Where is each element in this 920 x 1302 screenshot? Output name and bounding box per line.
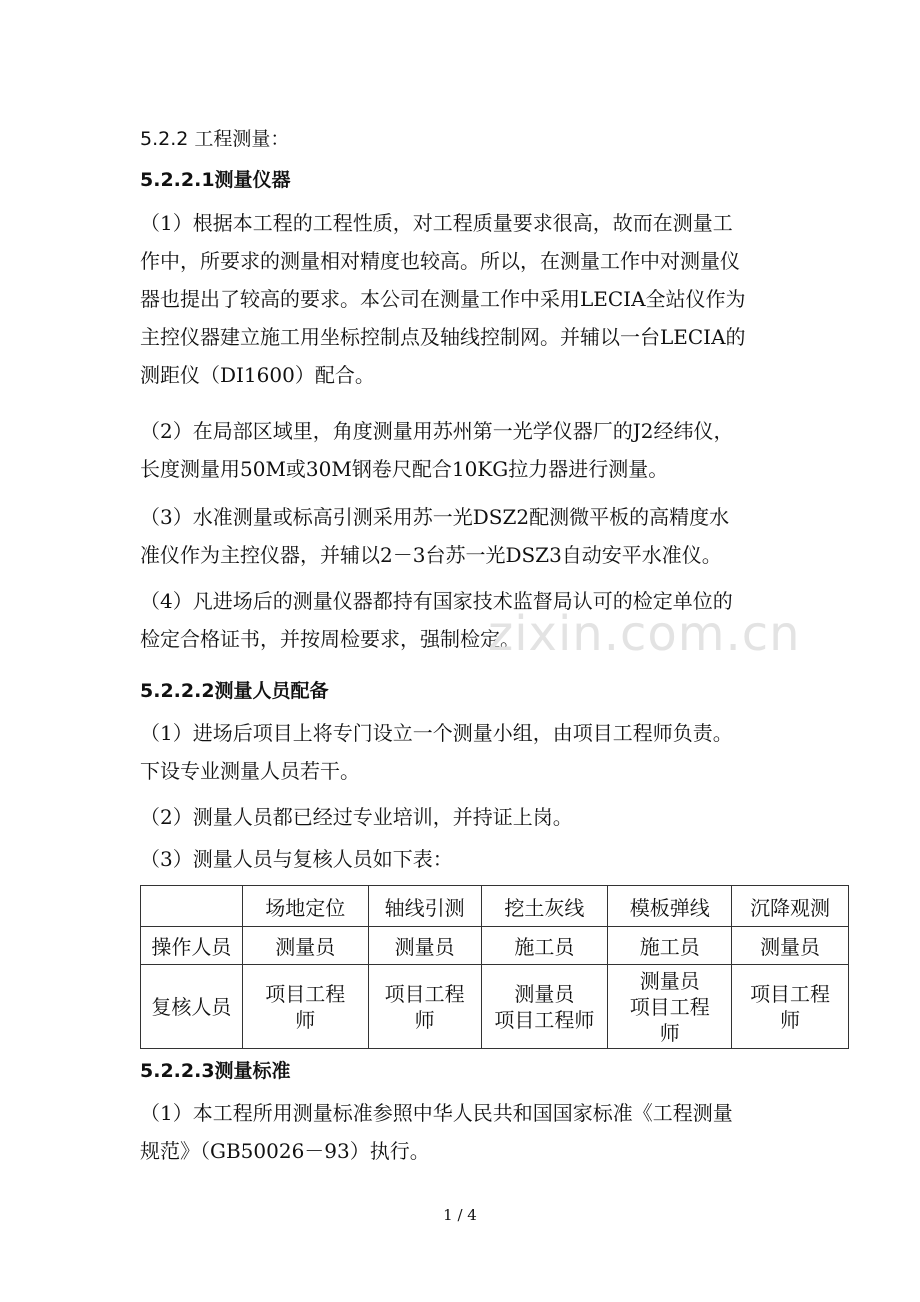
table-cell: 测量员 [242, 927, 368, 965]
table-cell [368, 965, 481, 1049]
text-line: 检定合格证书，并按周检要求，强制检定。 [140, 627, 520, 651]
table-cell: 测量员 [732, 927, 849, 965]
table-header-cell: 挖土灰线 [481, 886, 608, 927]
text-line: （3）测量人员与复核人员如下表： [140, 847, 453, 871]
text-line: 准仪作为主控仪器，并辅以2－3台苏一光DSZ3自动安平水准仪。 [140, 543, 722, 567]
table-cell [732, 965, 849, 1049]
text-line: （1）根据本工程的工程性质，对工程质量要求很高，故而在测量工 [140, 211, 733, 235]
paragraph-personnel-2 [140, 798, 790, 836]
table-header-cell: 场地定位 [242, 886, 368, 927]
text-line: 长度测量用50M或30M钢卷尺配合10KG拉力器进行测量。 [140, 457, 669, 481]
table-cell: 施工员 [608, 927, 732, 965]
paragraph-standards-1 [140, 1094, 790, 1170]
cell-line: 项目工程 [629, 994, 710, 1019]
cell-line: 项目工程 [750, 981, 831, 1006]
table-cell: 施工员 [481, 927, 608, 965]
paragraph-instruments-2 [140, 412, 790, 488]
text-line: 主控仪器建立施工用坐标控制点及轴线控制网。并辅以一台LECIA的 [140, 325, 746, 349]
paragraph-personnel-1 [140, 714, 790, 790]
cell-line: 师 [780, 1007, 801, 1032]
text-line: （2）测量人员都已经过专业培训，并持证上岗。 [140, 805, 573, 829]
cell-line: 项目工程师 [494, 1007, 595, 1032]
text-line: 规范》（GB50026－93）执行。 [140, 1139, 430, 1163]
text-line: 下设专业测量人员若干。 [140, 759, 360, 783]
watermark: zixin.com.cn [488, 606, 801, 662]
table-header-cell: 沉降观测 [732, 886, 849, 927]
cell-line: 师 [659, 1020, 680, 1045]
heading-5-2-2: 5.2.2 工程测量： [140, 128, 290, 150]
text-line: （2）在局部区域里，角度测量用苏州第一光学仪器厂的J2经纬仪， [140, 419, 734, 443]
table-header-cell: 模板弹线 [608, 886, 732, 927]
cell-line: 师 [414, 1007, 435, 1032]
page-number: 1 / 4 [443, 1206, 477, 1224]
table-row-checker [141, 965, 849, 1049]
paragraph-instruments-3 [140, 498, 790, 574]
cell-line: 测量员 [639, 968, 700, 993]
text-line: 测距仪（DI1600）配合。 [140, 363, 375, 387]
text-line: （4）凡进场后的测量仪器都持有国家技术监督局认可的检定单位的 [140, 589, 733, 613]
paragraph-instruments-1 [140, 204, 790, 394]
text-line: （1）本工程所用测量标准参照中华人民共和国国家标准《工程测量 [140, 1101, 733, 1125]
table-header-cell: 轴线引测 [368, 886, 481, 927]
heading-personnel: 5.2.2.2测量人员配备 [140, 680, 329, 702]
table-cell [608, 965, 732, 1049]
cell-line: 项目工程 [265, 981, 346, 1006]
table-row-label: 操作人员 [141, 927, 243, 965]
text-line: （1）进场后项目上将专门设立一个测量小组，由项目工程师负责。 [140, 721, 733, 745]
text-line: （3）水准测量或标高引测采用苏一光DSZ2配测微平板的高精度水 [140, 505, 730, 529]
table-cell [242, 965, 368, 1049]
table-row-label: 复核人员 [141, 965, 243, 1049]
table-cell [481, 965, 608, 1049]
table-cell [141, 886, 243, 927]
cell-line: 测量员 [514, 981, 575, 1006]
heading-measuring-standards: 5.2.2.3测量标准 [140, 1060, 291, 1082]
table-cell: 测量员 [368, 927, 481, 965]
heading-measuring-instruments: 5.2.2.1测量仪器 [140, 169, 291, 191]
table-header-row [141, 886, 849, 927]
cell-line: 师 [295, 1007, 316, 1032]
text-line: 器也提出了较高的要求。本公司在测量工作中采用LECIA全站仪作为 [140, 287, 746, 311]
personnel-table [140, 885, 849, 1049]
cell-line: 项目工程 [384, 981, 465, 1006]
text-line: 作中，所要求的测量相对精度也较高。所以，在测量工作中对测量仪 [140, 249, 740, 273]
table-row-operator [141, 927, 849, 965]
paragraph-personnel-3 [140, 840, 790, 878]
